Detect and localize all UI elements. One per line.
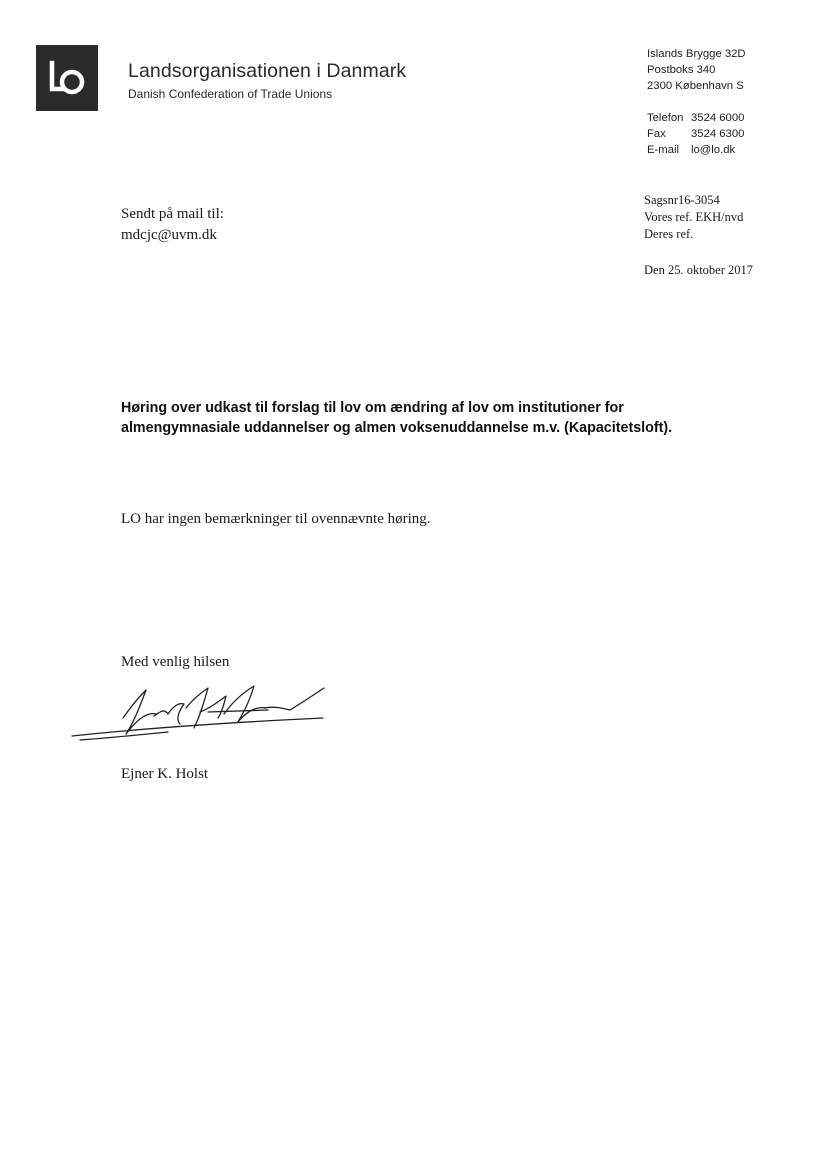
contact-phone-row [647, 110, 744, 126]
email-value: lo@lo.dk [691, 144, 736, 156]
organization-name: Landsorganisationen i Danmark [128, 60, 407, 82]
phone-label: Telefon [647, 112, 684, 124]
handwritten-signature [68, 678, 333, 748]
case-number: Sagsnr16-3054 [644, 193, 720, 207]
recipient-block [121, 204, 224, 246]
address-pobox: Postboks 340 [647, 64, 716, 76]
closing-greeting: Med venlig hilsen [121, 654, 230, 670]
letter-subject: Høring over udkast til forslag til lov om ændring af lov om institutioner for almengymnasiale uddannelser og almen voksenuddannelse m.v. (Kapacitetsloft). [121, 400, 673, 436]
our-reference: Vores ref. EKH/nvd [644, 210, 744, 224]
address-street: Islands Brygge 32D [647, 48, 746, 60]
fax-value: 3524 6300 [691, 128, 745, 140]
organization-subtitle: Danish Confederation of Trade Unions [128, 87, 333, 101]
address-block [647, 46, 746, 94]
phone-value: 3524 6000 [691, 112, 745, 124]
contact-email-row [647, 142, 744, 158]
fax-label: Fax [647, 128, 666, 140]
email-label: E-mail [647, 144, 680, 156]
letter-date: Den 25. oktober 2017 [644, 263, 754, 277]
lo-logo [36, 45, 98, 111]
signer-name: Ejner K. Holst [121, 766, 209, 782]
recipient-email: mdcjc@uvm.dk [121, 227, 217, 243]
letter-body: LO har ingen bemærkninger til ovennævnte høring. [121, 511, 431, 527]
recipient-label: Sendt på mail til: [121, 206, 224, 222]
your-reference: Deres ref. [644, 227, 694, 241]
contact-fax-row [647, 126, 744, 142]
reference-block [644, 192, 743, 243]
address-city: 2300 København S [647, 80, 744, 92]
contact-block [647, 110, 744, 158]
